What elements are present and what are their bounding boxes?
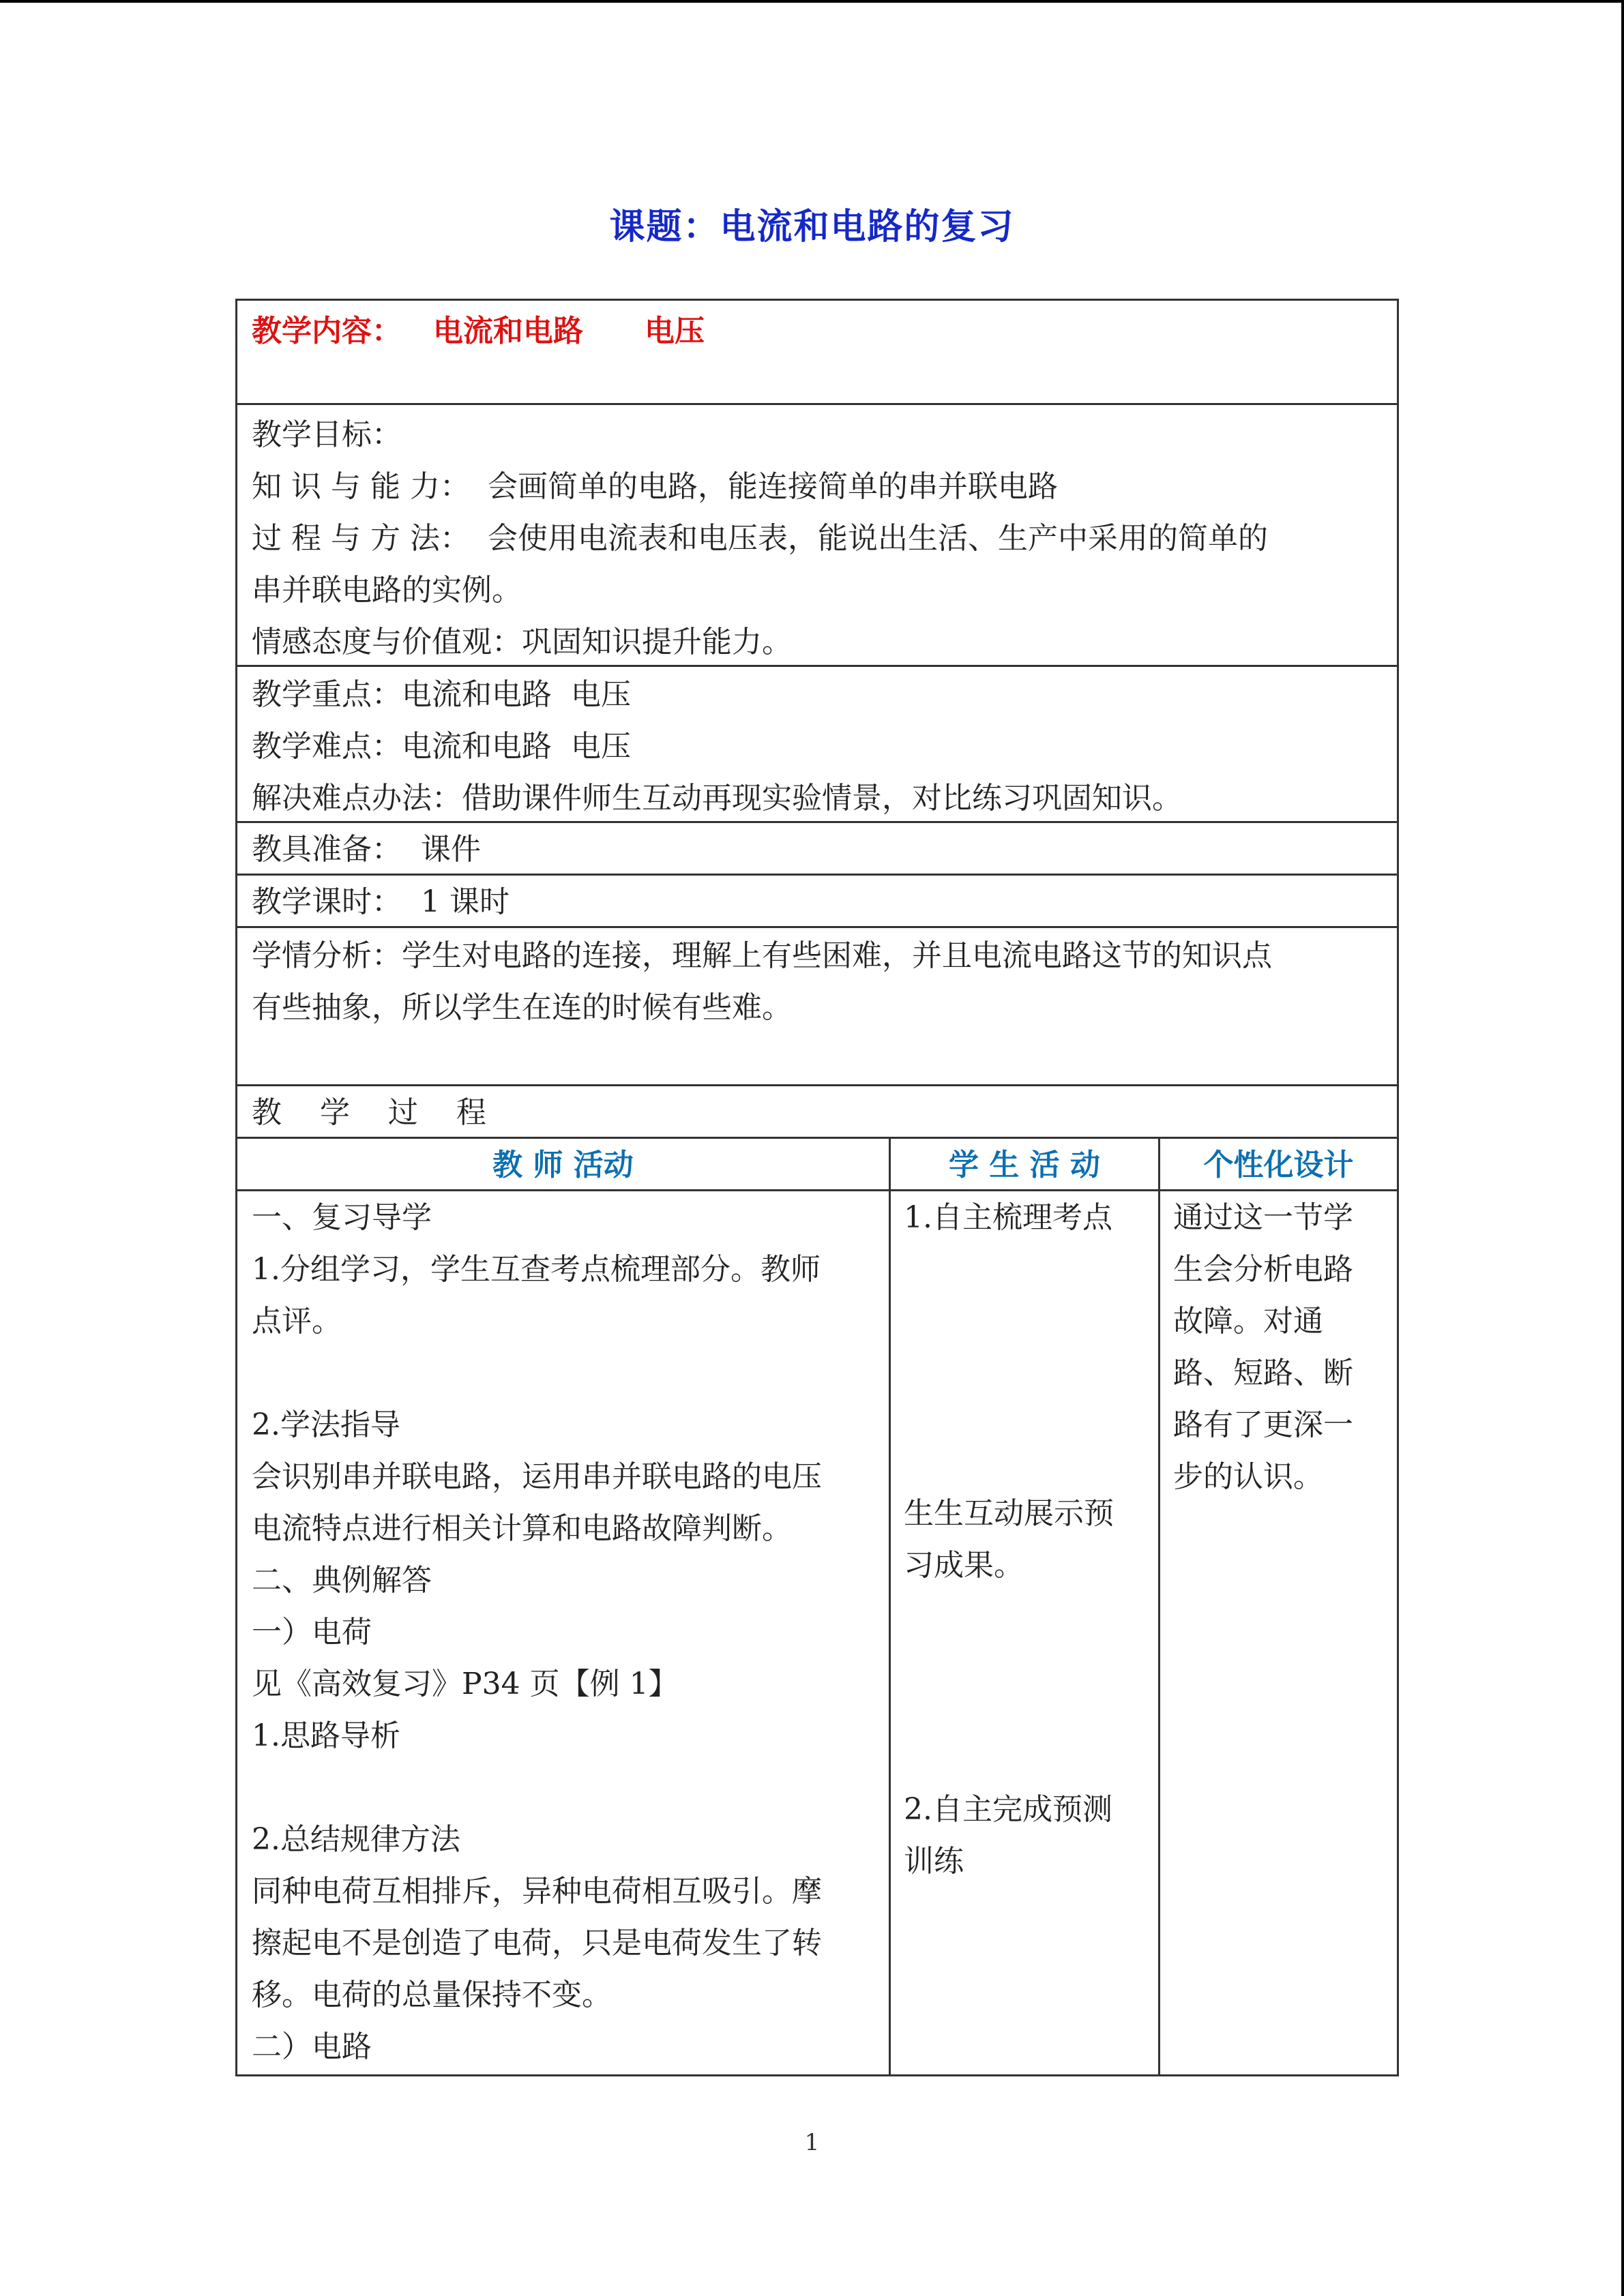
page-right-edge [1621,0,1624,2296]
difficulty-solution: 解决难点办法：借助课件师生互动再现实验情景，对比练习巩固知识。 [252,781,1182,816]
class-periods: 教学课时： 1 课时 [252,884,510,919]
process-label: 过 程 与 方 法： [252,521,470,556]
key-difficulty: 教学难点：电流和电路 电压 [252,729,631,764]
teacher-activity-line [252,1347,879,1399]
analysis-line-1: 学情分析：学生对电路的连接，理解上有些困难，并且电流电路这节的知识点 [252,938,1272,973]
key-focus: 教学重点：电流和电路 电压 [252,677,631,712]
teacher-activity-line: 1.分组学习，学生互查考点梳理部分。教师 [252,1252,821,1287]
column-heading-personal: 个性化设计 [1203,1148,1354,1182]
objectives-heading: 教学目标： [252,417,402,452]
teacher-activity-line: 一、复习导学 [252,1200,432,1235]
teacher-activity-line: 二、典例解答 [252,1563,432,1598]
teacher-activity-line: 见《高效复习》P34 页【例 1】 [252,1667,679,1701]
column-divider [889,1137,891,2076]
column-heading-student: 学 生 活 动 [949,1148,1100,1182]
teacher-activity-line: 同种电荷互相排斥，异种电荷相互吸引。摩 [252,1874,822,1909]
emotion-objective: 情感态度与价值观：巩固知识提升能力。 [252,625,792,659]
row-divider [235,403,1399,405]
row-divider [235,1084,1399,1086]
teacher-activity-line: 一）电荷 [252,1615,372,1650]
analysis-line-2: 有些抽象，所以学生在连的时候有些难。 [252,990,792,1025]
table-border-top [235,299,1399,301]
knowledge-label: 知 识 与 能 力： [252,469,470,504]
knowledge-text: 会画简单的电路，能连接简单的串并联电路 [488,469,1058,504]
teacher-activity-line: 电流特点进行相关计算和电路故障判断。 [252,1511,792,1546]
teacher-activity-line: 二）电路 [252,2029,372,2064]
teacher-activity-line: 2.学法指导 [252,1407,400,1442]
content-item-voltage: 电压 [645,314,705,348]
teacher-activity-line: 2.总结规律方法 [252,1822,460,1857]
personal-design-text: 通过这一节学 生会分析电路 故障。对通 路、短路、断 路有了更深一 步的认识。 [1173,1200,1353,1494]
teaching-tools: 教具准备： 课件 [252,832,481,867]
student-item: 1.自主梳理考点 [904,1200,1112,1235]
document-title: 课题：电流和电路的复习 [609,207,1015,248]
student-item: 生生互动展示预 习成果。 [904,1496,1114,1583]
process-heading: 教 学 过 程 [252,1095,486,1130]
column-divider [1158,1137,1160,2076]
teacher-activity-line: 移。电荷的总量保持不变。 [252,1978,612,2012]
lesson-plan-table [235,299,1399,2076]
table-border-right [1397,299,1399,2076]
column-heading-teacher: 教 师 活动 [492,1148,634,1182]
teacher-activity-column [252,1192,879,2073]
process-text: 会使用电流表和电压表，能说出生活、生产中采用的简单的 [488,521,1268,556]
content-label: 教学内容： [252,314,402,348]
teacher-activity-line: 会识别串并联电路，运用串并联电路的电压 [252,1459,822,1494]
teacher-activity-line: 1.思路导析 [252,1718,400,1753]
student-item: 2.自主完成预测 训练 [904,1792,1112,1879]
page-top-edge [0,0,1624,3]
table-border-bottom [235,2074,1399,2076]
teacher-activity-line: 点评。 [252,1304,342,1339]
process-text-continued: 串并联电路的实例。 [252,573,522,608]
teacher-activity-line [252,1762,879,1814]
content-item-circuit: 电流和电路 [433,314,583,348]
page-number: 1 [804,2129,820,2156]
teacher-activity-line: 擦起电不是创造了电荷，只是电荷发生了转 [252,1926,822,1960]
